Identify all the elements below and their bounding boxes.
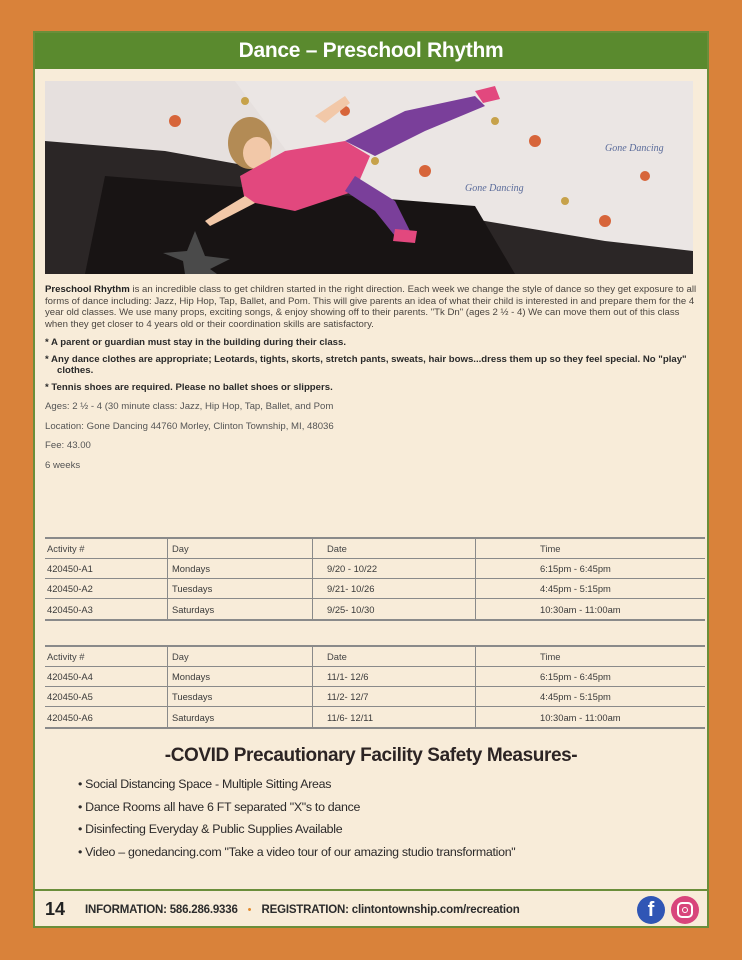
intro-lead: Preschool Rhythm <box>45 284 130 295</box>
header-day: Day <box>167 539 312 558</box>
cell-time: 4:45pm - 5:15pm <box>475 579 705 598</box>
cell-time: 10:30am - 11:00am <box>475 599 705 619</box>
cell-activity: 420450-A3 <box>47 603 93 615</box>
requirements-list <box>45 337 705 393</box>
table-row <box>45 559 705 579</box>
cell-time: 6:15pm - 6:45pm <box>475 667 705 686</box>
description-block <box>45 284 705 471</box>
page-number: 14 <box>45 899 66 919</box>
cell-date: 9/25- 10/30 <box>312 599 475 619</box>
header-time: Time <box>475 647 705 666</box>
schedule-table-2 <box>45 645 705 729</box>
instagram-icon[interactable] <box>671 896 699 924</box>
header-activity: Activity # <box>47 543 85 554</box>
cell-activity: 420450-A2 <box>47 583 93 594</box>
footer-separator: • <box>247 903 252 916</box>
class-photo <box>45 81 693 274</box>
facebook-icon[interactable]: f <box>637 896 665 924</box>
table-header-row <box>45 539 705 559</box>
covid-item: • Disinfecting Everyday & Public Supplies Available <box>78 822 343 836</box>
duration-line: 6 weeks <box>45 459 81 471</box>
photo-banner-text: Gone Dancing <box>465 183 524 194</box>
cell-day: Tuesdays <box>167 579 312 598</box>
flyer-card <box>33 31 709 928</box>
header-date: Date <box>312 539 475 558</box>
table-row <box>45 579 705 599</box>
covid-item: • Dance Rooms all have 6 FT separated "X"s to dance <box>78 799 361 814</box>
header-date: Date <box>312 647 475 666</box>
cell-day: Mondays <box>167 559 312 578</box>
cell-time: 6:15pm - 6:45pm <box>475 559 705 578</box>
page-title: Dance – Preschool Rhythm <box>35 33 707 69</box>
cell-day: Saturdays <box>167 707 312 727</box>
table-row <box>45 599 705 619</box>
header-activity: Activity # <box>47 651 85 662</box>
cell-activity: 420450-A1 <box>47 563 93 574</box>
fee-line: Fee: 43.00 <box>45 440 91 451</box>
header-day: Day <box>167 647 312 666</box>
page-footer <box>35 889 707 928</box>
covid-title: -COVID Precautionary Facility Safety Measures- <box>164 745 578 766</box>
cell-date: 11/1- 12/6 <box>312 667 475 686</box>
cell-time: 10:30am - 11:00am <box>475 707 705 727</box>
ages-line: Ages: 2 ½ - 4 (30 minute class: Jazz, Hip Hop, Tap, Ballet, and Pom <box>45 401 334 412</box>
requirement-item: * A parent or guardian must stay in the building during their class. <box>45 337 346 348</box>
photo-banner-text: Gone Dancing <box>605 143 664 154</box>
intro-body: is an incredible class to get children started in the right direction. Each week we change the style of dance so they get exposure to all forms of dance including: Jazz, Hip Hop, Tap, Ballet, and Pom. This will give parents an idea of what their child is interested in and prepare them for the 4 year old classes. We use many props, exciting songs, & enjoy showing off to their parents. "Tk Dn" (ages 2 ½ - 4) We can move them out of this class when they get closer to 4 years old or their coordination skills are satisfactory. <box>45 284 697 330</box>
requirement-item: * Tennis shoes are required. Please no ballet shoes or slippers. <box>45 381 333 393</box>
registration-link[interactable]: REGISTRATION: clintontownship.com/recreation <box>261 903 520 916</box>
covid-item: • Social Distancing Space - Multiple Sitting Areas <box>78 777 332 791</box>
cell-date: 11/6- 12/11 <box>312 707 475 727</box>
covid-item: • Video – gonedancing.com "Take a video tour of our amazing studio transformation" <box>78 844 516 859</box>
cell-day: Mondays <box>167 667 312 686</box>
location-line: Location: Gone Dancing 44760 Morley, Clinton Township, MI, 48036 <box>45 420 334 432</box>
cell-day: Tuesdays <box>167 687 312 706</box>
cell-date: 11/2- 12/7 <box>312 687 475 706</box>
table-row <box>45 707 705 727</box>
cell-activity: 420450-A6 <box>47 711 93 723</box>
table-row <box>45 687 705 707</box>
cell-date: 9/20 - 10/22 <box>312 559 475 578</box>
social-icons <box>637 896 699 924</box>
cell-date: 9/21- 10/26 <box>312 579 475 598</box>
header-time: Time <box>475 539 705 558</box>
table-row <box>45 667 705 687</box>
information-phone: INFORMATION: 586.286.9336 <box>85 903 238 916</box>
cell-time: 4:45pm - 5:15pm <box>475 687 705 706</box>
requirement-item: * Any dance clothes are appropriate; Leotards, tights, skorts, stretch pants, sweats, hair bows...dress them up so they feel special. No "play" clothes. <box>45 353 687 376</box>
cell-activity: 420450-A5 <box>47 691 93 702</box>
intro-paragraph <box>45 284 705 330</box>
schedule-table-1 <box>45 537 705 621</box>
table-header-row <box>45 647 705 667</box>
cell-activity: 420450-A4 <box>47 671 93 682</box>
covid-list <box>78 773 515 863</box>
cell-day: Saturdays <box>167 599 312 619</box>
